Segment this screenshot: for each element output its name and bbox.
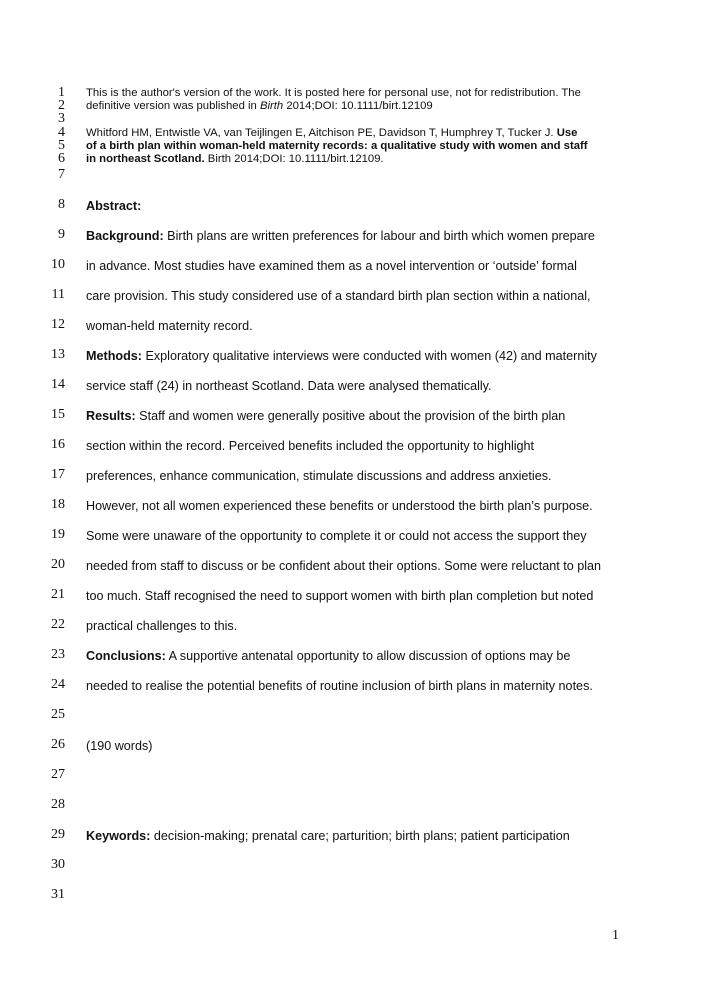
line-number: 18 (51, 497, 65, 512)
line-number: 14 (51, 377, 65, 392)
line-number: 5 (58, 138, 65, 153)
abstract-text: Birth plans are written preferences for labour and birth which women prepare (163, 229, 595, 243)
abstract-line (86, 349, 597, 363)
notice-line (86, 100, 433, 113)
abstract-line: However, not all women experienced these benefits or understood the birth plan’s purpose. (86, 499, 593, 513)
citation-line (86, 127, 577, 140)
line-number: 27 (51, 767, 65, 782)
line-number: 9 (58, 227, 65, 242)
line-number: 30 (51, 857, 65, 872)
line-number: 25 (51, 707, 65, 722)
abstract-line (86, 409, 565, 423)
abstract-line: needed from staff to discuss or be confident about their options. Some were reluctant to plan (86, 559, 602, 573)
line-number: 19 (51, 527, 65, 542)
line-number: 2 (58, 98, 65, 113)
line-number: 15 (51, 407, 65, 422)
citation-authors: Whitford HM, Entwistle VA, van Teijlingen E, Aitchison PE, Davidson T, Humphrey T, Tucker J. (86, 127, 557, 139)
line-number: 4 (58, 125, 65, 140)
abstract-line: too much. Staff recognised the need to support women with birth plan completion but noted (86, 589, 594, 603)
line-number: 7 (58, 167, 65, 182)
line-number: 1 (58, 85, 65, 100)
notice-text: This is the author's version of the work. It is posted here for personal use, not for redistribution. The (86, 87, 581, 99)
abstract-text: A supportive antenatal opportunity to allow discussion of options may be (165, 649, 571, 663)
line-number: 21 (51, 587, 65, 602)
keywords-line (86, 829, 570, 843)
keywords-text: decision-making; prenatal care; parturition; birth plans; patient participation (150, 829, 570, 843)
abstract-line: preferences, enhance communication, stimulate discussions and address anxieties. (86, 469, 552, 483)
notice-line (86, 87, 581, 100)
section-label: Results: (86, 409, 136, 423)
line-number: 11 (51, 287, 65, 302)
abstract-line: care provision. This study considered use of a standard birth plan section within a national, (86, 289, 591, 303)
word-count: (190 words) (86, 739, 153, 753)
line-number: 16 (51, 437, 65, 452)
abstract-line (86, 229, 595, 243)
line-number: 22 (51, 617, 65, 632)
citation-title: of a birth plan within woman-held maternity records: a qualitative study with women and staff (86, 140, 588, 152)
line-number: 28 (51, 797, 65, 812)
page-number: 1 (612, 928, 619, 943)
abstract-text: Staff and women were generally positive about the provision of the birth plan (135, 409, 566, 423)
abstract-line: service staff (24) in northeast Scotland. Data were analysed thematically. (86, 379, 492, 393)
citation-line (86, 153, 384, 166)
notice-doi: 2014;DOI: 10.1111/birt.12109 (283, 100, 433, 112)
journal-name: Birth (259, 100, 284, 112)
line-number: 24 (51, 677, 65, 692)
abstract-line (86, 649, 570, 663)
line-number: 8 (58, 197, 65, 212)
abstract-line: in advance. Most studies have examined them as a novel intervention or ‘outside’ formal (86, 259, 577, 273)
citation-line (86, 140, 588, 153)
line-number: 6 (58, 151, 65, 166)
line-number: 23 (51, 647, 65, 662)
citation-title: in northeast Scotland. (86, 153, 205, 165)
line-number: 10 (51, 257, 65, 272)
line-number: 12 (51, 317, 65, 332)
line-number: 17 (51, 467, 65, 482)
line-number: 26 (51, 737, 65, 752)
abstract-text: Exploratory qualitative interviews were conducted with women (42) and maternity (141, 349, 597, 363)
line-number: 20 (51, 557, 65, 572)
citation-title: Use (556, 127, 578, 139)
section-label: Conclusions: (86, 649, 166, 663)
line-number: 13 (51, 347, 65, 362)
notice-text: definitive version was published in (86, 100, 260, 112)
abstract-line: woman-held maternity record. (86, 319, 253, 333)
abstract-line: practical challenges to this. (86, 619, 238, 633)
section-label: Methods: (86, 349, 142, 363)
line-number: 31 (51, 887, 65, 902)
section-label: Background: (86, 229, 164, 243)
abstract-heading: Abstract: (86, 199, 142, 213)
line-number: 3 (58, 111, 65, 126)
line-number: 29 (51, 827, 65, 842)
abstract-line: Some were unaware of the opportunity to complete it or could not access the support they (86, 529, 587, 543)
abstract-line: needed to realise the potential benefits of routine inclusion of birth plans in maternity notes. (86, 679, 593, 693)
section-label: Keywords: (86, 829, 151, 843)
abstract-line: section within the record. Perceived benefits included the opportunity to highlight (86, 439, 535, 453)
citation-doi: Birth 2014;DOI: 10.1111/birt.12109. (204, 153, 384, 165)
